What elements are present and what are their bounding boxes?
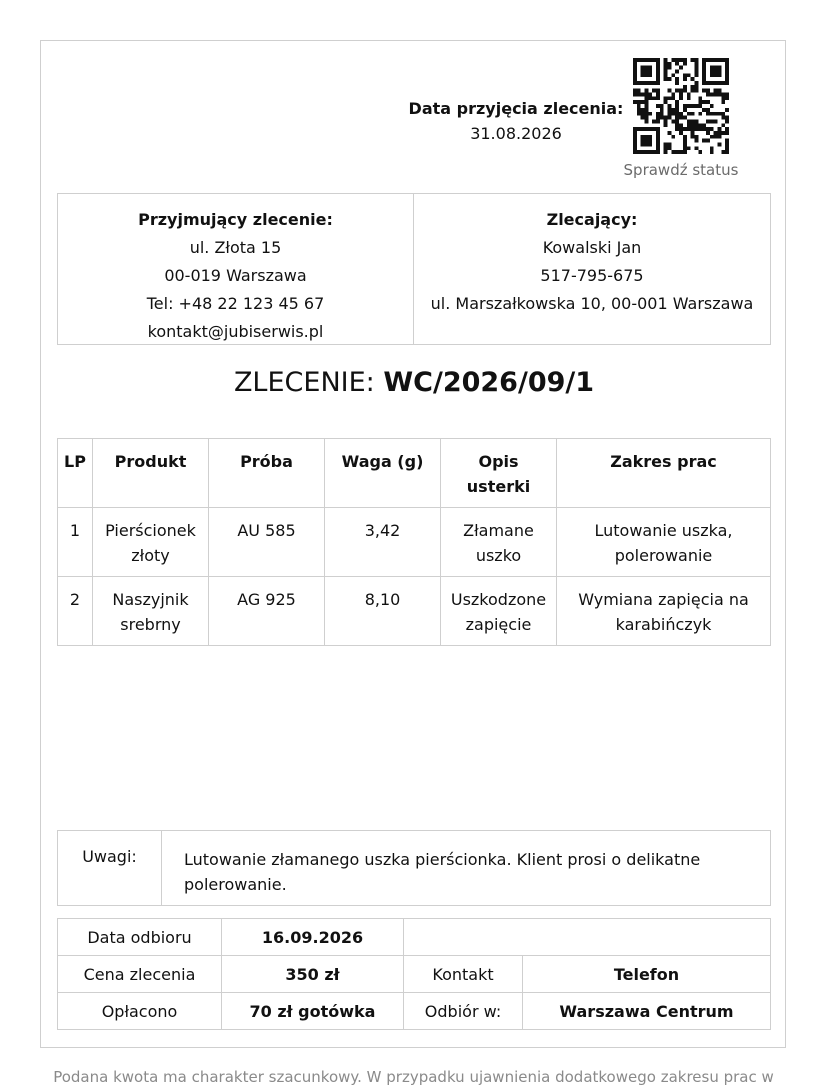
- summary-row-price: [58, 956, 771, 993]
- client-heading: Zlecający:: [546, 210, 638, 229]
- contact-value: Telefon: [523, 956, 771, 993]
- notes-text: Lutowanie złamanego uszka pierścionka. Klient prosi o delikatne polerowanie.: [184, 850, 701, 894]
- order-title-prefix: ZLECENIE:: [233, 367, 375, 398]
- cell-scope: Lutowanie uszka, polerowanie: [557, 508, 771, 577]
- order-title: [41, 367, 787, 398]
- intake-date-block: [391, 99, 641, 143]
- cell-defect: Złamane uszko: [441, 508, 557, 577]
- receiver-email: kontakt@jubiserwis.pl: [147, 322, 324, 341]
- summary-row-paid: [58, 993, 771, 1030]
- cell-assay: AG 925: [209, 577, 325, 646]
- cell-defect: Uszkodzone zapięcie: [441, 577, 557, 646]
- paid-label: Opłacono: [58, 993, 222, 1030]
- contact-label: Kontakt: [404, 956, 523, 993]
- pickup-location-label: Odbiór w:: [404, 993, 523, 1030]
- order-number: WC/2026/09/1: [383, 367, 595, 398]
- notes-label: Uwagi:: [58, 831, 162, 905]
- col-header-assay: Próba: [209, 439, 325, 508]
- price-label: Cena zlecenia: [58, 956, 222, 993]
- empty-cell: [404, 919, 771, 956]
- cell-product: Naszyjnik srebrny: [93, 577, 209, 646]
- cell-assay: AU 585: [209, 508, 325, 577]
- cell-product: Pierścionek złoty: [93, 508, 209, 577]
- summary-row-pickup: [58, 919, 771, 956]
- receiver-heading: Przyjmujący zlecenie:: [138, 210, 333, 229]
- cell-weight: 8,10: [325, 577, 441, 646]
- cell-weight: 3,42: [325, 508, 441, 577]
- receiver-street: ul. Złota 15: [189, 238, 282, 257]
- receiver-phone: Tel: +48 22 123 45 67: [146, 294, 325, 313]
- client-address: ul. Marszałkowska 10, 00-001 Warszawa: [430, 294, 754, 313]
- qr-code-icon[interactable]: [633, 58, 729, 154]
- col-header-weight: Waga (g): [325, 439, 441, 508]
- paid-value: 70 zł gotówka: [222, 993, 404, 1030]
- price-value: 350 zł: [222, 956, 404, 993]
- table-row: [58, 577, 771, 646]
- notes-box: [57, 830, 771, 906]
- parties-box: [57, 193, 771, 345]
- col-header-product: Produkt: [93, 439, 209, 508]
- qr-caption: Sprawdź status: [623, 161, 739, 179]
- col-header-scope: Zakres prac: [557, 439, 771, 508]
- col-header-defect: Opis usterki: [441, 439, 557, 508]
- receiver-city: 00-019 Warszawa: [164, 266, 307, 285]
- order-document: [40, 40, 786, 1048]
- receiver-block: [58, 194, 414, 344]
- items-header-row: [58, 439, 771, 508]
- cell-lp: 2: [58, 577, 93, 646]
- footer-disclaimer: Podana kwota ma charakter szacunkowy. W przypadku ujawnienia dodatkowego zakresu prac w: [53, 1068, 774, 1086]
- table-row: [58, 508, 771, 577]
- pickup-date-label: Data odbioru: [58, 919, 222, 956]
- pickup-date-value: 16.09.2026: [222, 919, 404, 956]
- client-block: [414, 194, 770, 344]
- client-phone: 517-795-675: [540, 266, 644, 285]
- client-name: Kowalski Jan: [542, 238, 642, 257]
- cell-lp: 1: [58, 508, 93, 577]
- cell-scope: Wymiana zapięcia na karabińczyk: [557, 577, 771, 646]
- pickup-location-value: Warszawa Centrum: [523, 993, 771, 1030]
- summary-table: [57, 918, 771, 1030]
- intake-date-value: 31.08.2026: [470, 124, 562, 143]
- items-table: [57, 438, 771, 646]
- col-header-lp: LP: [58, 439, 93, 508]
- intake-date-label: Data przyjęcia zlecenia:: [408, 99, 624, 118]
